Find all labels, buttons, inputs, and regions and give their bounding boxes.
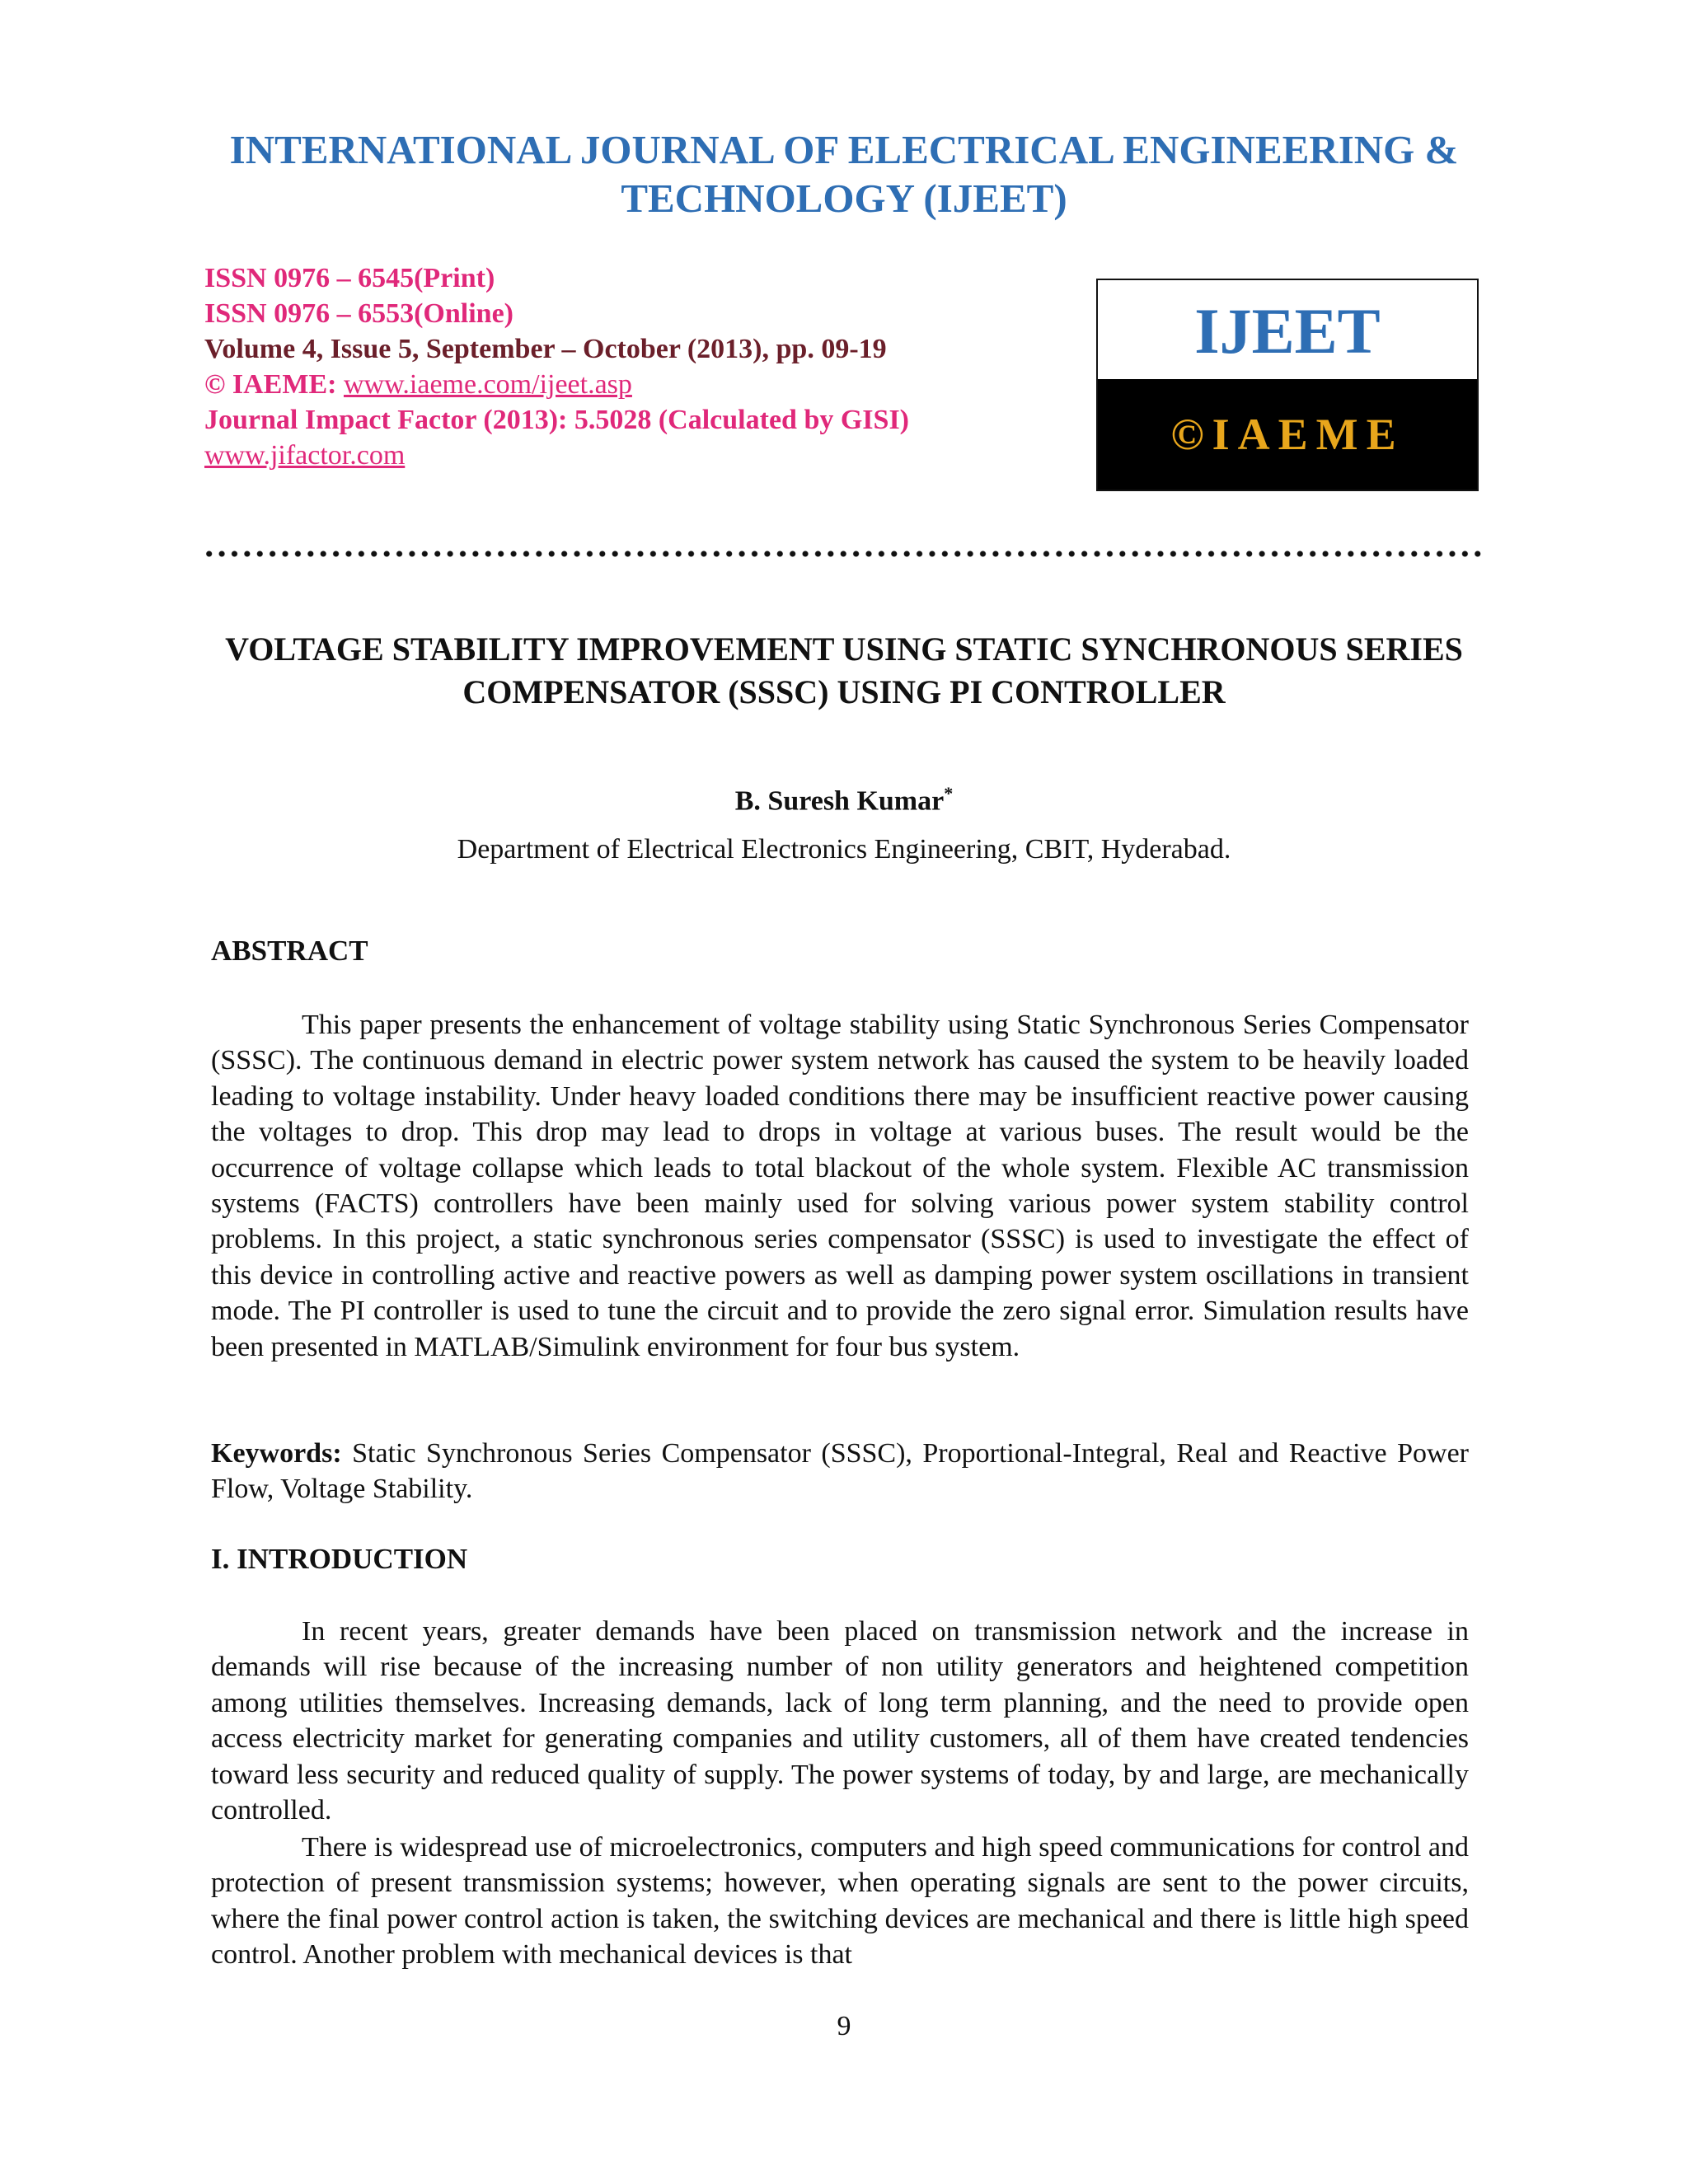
journal-title: INTERNATIONAL JOURNAL OF ELECTRICAL ENGINEERING & TECHNOLOGY (IJEET) [229, 127, 1459, 221]
abstract-heading: ABSTRACT [211, 935, 368, 967]
keywords-text: Static Synchronous Series Compensator (SSSC), Proportional-Integral, Real and Reactive Power Flow, Voltage Stability. [211, 1438, 1469, 1505]
volume-info: Volume 4, Issue 5, September – October (2013), pp. 09-19 [204, 334, 887, 364]
author-name: B. Suresh Kumar [734, 785, 945, 817]
issn-print: ISSN 0976 – 6545(Print) [204, 263, 495, 293]
page-number: 9 [837, 2011, 851, 2041]
abstract-text: This paper presents the enhancement of voltage stability using Static Synchronous Series Compensator (SSSC). The continuous demand in electric power system network has caused the system to be heavily loaded leading to voltage instability. Under heavy loaded conditions there may be insufficient reactive power causing the voltages to drop. This drop may lead to drops in voltage at various buses. The result would be the occurrence of voltage collapse which leads to total blackout of the whole system. Flexible AC transmission systems (FACTS) controllers have been mainly used for solving various power system stability control problems. In this project, a static synchronous series compensator (SSSC) is used to investigate the effect of this device in controlling active and reactive powers as well as damping power system oscillations in transient mode. The PI controller is used to tune the circuit and to provide the zero signal error. Simulation results have been presented in MATLAB/Simulink environment for four bus system. [211, 1010, 1469, 1362]
paper-title: VOLTAGE STABILITY IMPROVEMENT USING STATIC SYNCHRONOUS SERIES COMPENSATOR (SSSC) USING PI CONTROLLER [225, 630, 1463, 710]
author-line [0, 783, 1688, 817]
keywords [211, 1436, 1469, 1507]
issn-online: ISSN 0976 – 6553(Online) [204, 298, 513, 329]
journal-metadata [204, 260, 1029, 473]
copyright-prefix: © IAEME: [204, 369, 344, 400]
dotted-divider [203, 547, 1485, 560]
author-mark: * [944, 783, 954, 804]
journal-logo [1096, 279, 1479, 491]
impact-factor: Journal Impact Factor (2013): 5.5028 (Calculated by GISI) [204, 405, 909, 435]
logo-name: IJEET [1194, 295, 1381, 367]
copyright-line [204, 367, 1029, 402]
introduction-heading: I. INTRODUCTION [211, 1543, 468, 1575]
jifactor-link[interactable]: www.jifactor.com [204, 440, 406, 471]
keywords-label: Keywords: [211, 1438, 342, 1469]
logo-publisher: ©IAEME [1098, 379, 1477, 490]
author-affiliation: Department of Electrical Electronics Engineering, CBIT, Hyderabad. [457, 834, 1231, 865]
introduction-para-1: In recent years, greater demands have been placed on transmission network and the increase in demands will rise because of the increasing number of non utility generators and heightened competition among utilities themselves. Increasing demands, lack of long term planning, and the need to provide open access electricity market for generating companies and utility customers, all of them have created tendencies toward less security and reduced quality of supply. The power systems of today, by and large, are mechanically controlled. [211, 1616, 1469, 1826]
introduction-para-2: There is widespread use of microelectronics, computers and high speed communications for control and protection of present transmission systems; however, when operating signals are sent to the power circuits, where the final power control action is taken, the switching devices are mechanical and there is little high speed control. Another problem with mechanical devices is that [211, 1832, 1469, 1971]
journal-link[interactable]: www.iaeme.com/ijeet.asp [343, 369, 632, 400]
